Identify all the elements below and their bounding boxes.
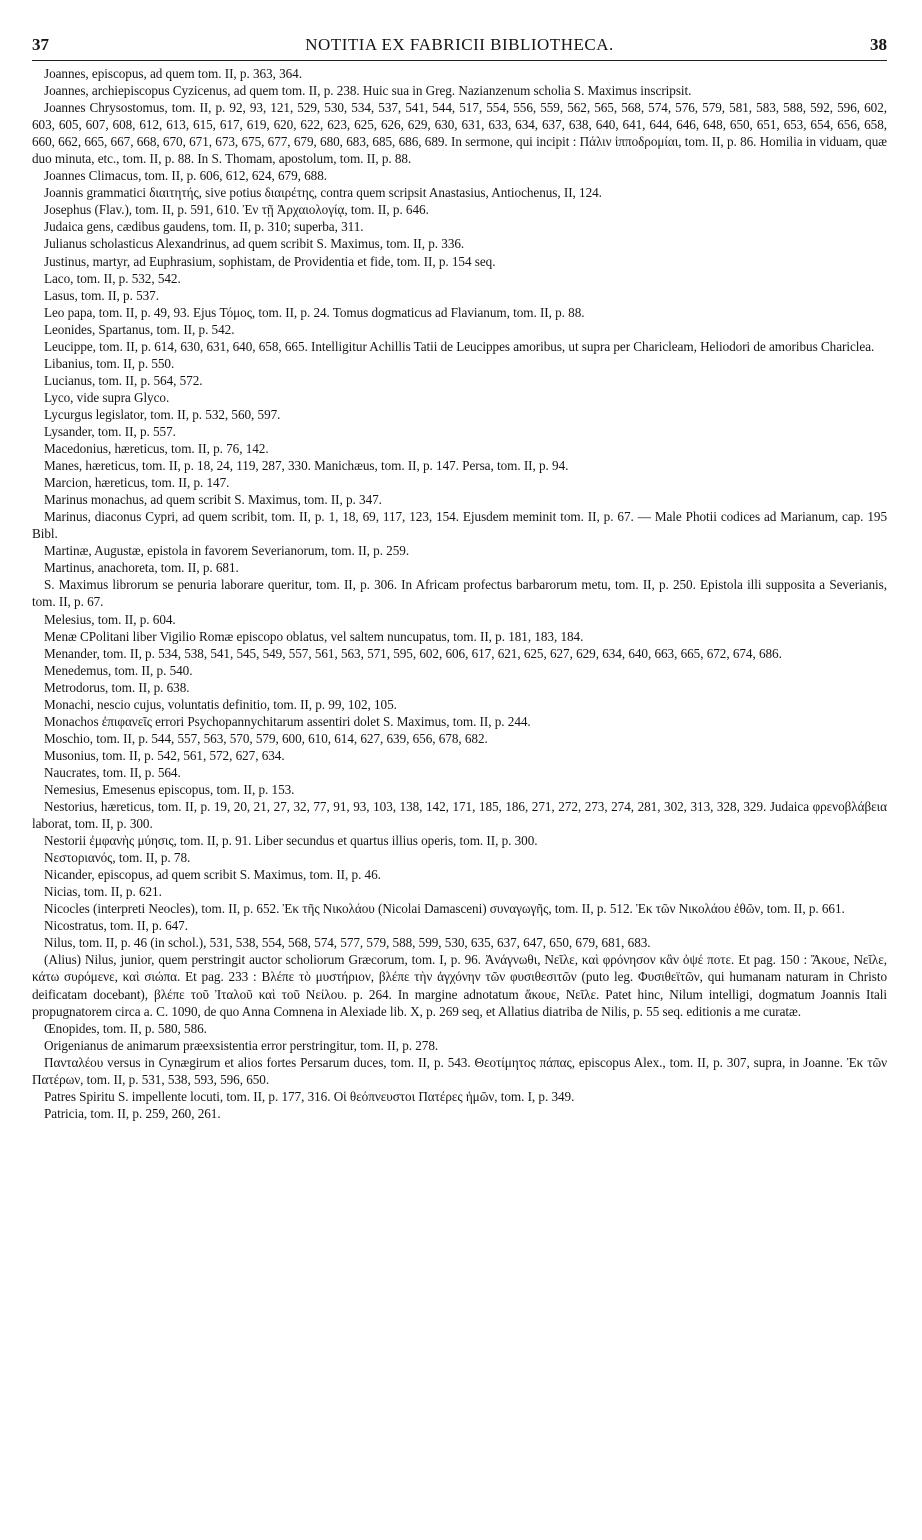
book-page: [32, 34, 887, 1122]
running-title: NOTITIA EX FABRICII BIBLIOTHECA.: [305, 35, 614, 54]
index-entry: Joannes, episcopus, ad quem tom. II, p. 363, 364.: [44, 66, 302, 81]
index-entry: Monachi, nescio cujus, voluntatis definitio, tom. II, p. 99, 102, 105.: [44, 696, 397, 712]
index-entry: Nicocles (interpreti Neocles), tom. II, p. 652. Ἐκ τῆς Νικολάου (Nicolai Damasceni) συναγωγῆς, tom. II, p. 512. Ἐκ τῶν Νικολάου ἐθῶν, tom. II, p. 661.: [44, 901, 845, 917]
index-entry: Nestorii ἐμφανὴς μύησις, tom. II, p. 91. Liber secundus et quartus illius operis, tom. II, p. 300.: [44, 833, 538, 849]
index-entry: Nemesius, Emesenus episcopus, tom. II, p. 153.: [44, 781, 295, 797]
index-entry: Macedonius, hæreticus, tom. II, p. 76, 142.: [44, 441, 269, 457]
index-entry: Musonius, tom. II, p. 542, 561, 572, 627, 634.: [44, 747, 285, 763]
index-entry: Menedemus, tom. II, p. 540.: [44, 662, 193, 678]
index-entry: Joannes Chrysostomus, tom. II, p. 92, 93, 121, 529, 530, 534, 537, 541, 544, 517, 554, 556, 559, 562, 565, 568, 574, 576, 579, 581, 583, 588, 592, 596, 602, 603, 605, 607, 608, 612, 613, 615, 617, 619, 620, 622, 623, 625, 626, 629, 630, 631, 633, 634, 637, 638, 640, 641, 644, 646, 648, 650, 651, 653, 654, 656, 658, 660, 662, 665, 667, 668, 670, 671, 673, 675, 677, 679, 680, 683, 685, 686, 689. In sermone, qui incipit : Πάλιν ἱπποδρομίαι, tom. II, p. 86. Homilia in viduam, quæ duo minuta, etc., tom. II, p. 88. In S. Thomam, apostolum, tom. II, p. 88.: [32, 100, 887, 167]
index-entry: Menæ CPolitani liber Vigilio Romæ episcopo oblatus, vel saltem nuncupatus, tom. II, p. 181, 183, 184.: [44, 628, 584, 644]
index-entry: Joannis grammatici διαιτητής, sive potius διαιρέτης, contra quem scripsit Anastasius, Antiochenus, II, 124.: [44, 185, 602, 201]
index-entry: Judaica gens, cædibus gaudens, tom. II, p. 310; superba, 311.: [44, 219, 364, 235]
index-entry: Lucianus, tom. II, p. 564, 572.: [44, 372, 203, 388]
index-entry: (Alius) Nilus, junior, quem perstringit auctor scholiorum Græcorum, tom. I, p. 96. Ἀνάγνωθι, Νεῖλε, καὶ φρόνησον κἂν ὀψέ ποτε. Et pag. 150 : Ἄκουε, Νεῖλε, κάτω συρόμενε, καὶ σιώπα. Et pag. 233 : Βλέπε τὸ μυστήριον, βλέπε τὴν ἀγχόνην τῶν φυσιθεσιτῶν (puto leg. Φυσιθεϊτῶν, qui humanam naturam in Christo deificatam docebant), βλέπε τοῦ Ἰταλοῦ καὶ τοῦ Νείλου. p. 264. In margine adnotatum ἄκουε, Νεῖλε. Patet hinc, Nilum intelligi, dogmatum Joannis Itali propugnatorem circa a. C. 1090, de quo Anna Comnena in Alexiade lib. X, p. 269 seq, et Allatius diatriba de Nilis, p. 55 seq. editionis a me curatæ.: [32, 952, 887, 1019]
index-entry: Metrodorus, tom. II, p. 638.: [44, 679, 190, 695]
running-header: [32, 34, 887, 61]
index-entry: Monachos ἐπιφανεῖς errori Psychopannychitarum assentiri dolet S. Maximus, tom. II, p. 244.: [44, 713, 531, 729]
index-entry: Nestorius, hæreticus, tom. II, p. 19, 20, 21, 27, 32, 77, 91, 93, 103, 138, 142, 171, 185, 186, 271, 272, 273, 274, 281, 302, 313, 328, 329. Judaica φρενοβλάβεια laborat, tom. II, p. 300.: [32, 799, 887, 832]
index-entry: Martinus, anachoreta, tom. II, p. 681.: [44, 560, 239, 576]
index-entry: Marcion, hæreticus, tom. II, p. 147.: [44, 475, 230, 491]
index-entry: Marinus monachus, ad quem scribit S. Maximus, tom. II, p. 347.: [44, 492, 382, 508]
index-entry: Manes, hæreticus, tom. II, p. 18, 24, 119, 287, 330. Manichæus, tom. II, p. 147. Persa, tom. II, p. 94.: [44, 458, 569, 474]
index-entry: Naucrates, tom. II, p. 564.: [44, 764, 181, 780]
index-entry: Julianus scholasticus Alexandrinus, ad quem scribit S. Maximus, tom. II, p. 336.: [44, 236, 465, 252]
index-entry: Leonides, Spartanus, tom. II, p. 542.: [44, 321, 235, 337]
index-entry: Origenianus de animarum præexsistentia error perstringitur, tom. II, p. 278.: [44, 1037, 439, 1053]
index-entry: Lasus, tom. II, p. 537.: [44, 287, 159, 303]
index-entry: Nicias, tom. II, p. 621.: [44, 884, 162, 900]
index-entry: Melesius, tom. II, p. 604.: [44, 611, 176, 627]
index-entry: Moschio, tom. II, p. 544, 557, 563, 570, 579, 600, 610, 614, 627, 639, 656, 678, 682.: [44, 730, 488, 746]
index-entry: Πανταλέου versus in Cynægirum et alios fortes Persarum duces, tom. II, p. 543. Θεοτίμητος πάπας, episcopus Alex., tom. II, p. 307, supra, in Joanne. Ἐκ τῶν Πατέρων, tom. II, p. 531, 538, 593, 596, 650.: [32, 1054, 887, 1087]
index-entry: Joannes Climacus, tom. II, p. 606, 612, 624, 679, 688.: [44, 168, 328, 184]
index-entry: Menander, tom. II, p. 534, 538, 541, 545, 549, 557, 561, 563, 571, 595, 602, 606, 617, 621, 625, 627, 629, 634, 640, 663, 665, 672, 674, 686.: [44, 645, 782, 661]
index-entry: Nicostratus, tom. II, p. 647.: [44, 918, 188, 934]
index-entry: Œnopides, tom. II, p. 580, 586.: [44, 1020, 207, 1036]
index-entry: Nilus, tom. II, p. 46 (in schol.), 531, 538, 554, 568, 574, 577, 579, 588, 599, 530, 635, 637, 647, 650, 679, 681, 683.: [44, 935, 651, 951]
index-entry: Justinus, martyr, ad Euphrasium, sophistam, de Providentia et fide, tom. II, p. 154 seq.: [44, 253, 496, 269]
index-entry: Patres Spiritu S. impellente locuti, tom. II, p. 177, 316. Οἱ θεόπνευστοι Πατέρες ἡμῶν, tom. I, p. 349.: [44, 1088, 575, 1104]
index-entry: Patricia, tom. II, p. 259, 260, 261.: [44, 1105, 221, 1121]
page-number-left: 37: [32, 35, 49, 54]
index-entry: Martinæ, Augustæ, epistola in favorem Severianorum, tom. II, p. 259.: [44, 543, 410, 559]
index-entry: Joannes, archiepiscopus Cyzicenus, ad quem tom. II, p. 238. Huic sua in Greg. Nazianzenum scholia S. Maximus inscripsit.: [44, 83, 692, 99]
index-entry: S. Maximus librorum se penuria laborare queritur, tom. II, p. 306. In Africam profectus barbarorum metu, tom. II, p. 250. Epistola illi supposita a Severianis, tom. II, p. 67.: [32, 577, 887, 610]
index-entry: Laco, tom. II, p. 532, 542.: [44, 270, 181, 286]
index-entry: Leucippe, tom. II, p. 614, 630, 631, 640, 658, 665. Intelligitur Achillis Tatii de Leucippes amoribus, ut supra per Charicleam, Heliodori de amoribus Chariclea.: [44, 338, 875, 354]
index-entry: Josephus (Flav.), tom. II, p. 591, 610. Ἐν τῇ Ἀρχαιολογίᾳ, tom. II, p. 646.: [44, 202, 429, 218]
page-number-right: 38: [870, 35, 887, 54]
index-entry: Libanius, tom. II, p. 550.: [44, 355, 175, 371]
index-entries: [32, 65, 887, 1122]
index-entry: Lyco, vide supra Glyco.: [44, 389, 170, 405]
index-entry: Νεστοριανός, tom. II, p. 78.: [44, 850, 191, 866]
index-entry: Leo papa, tom. II, p. 49, 93. Ejus Τόμος, tom. II, p. 24. Tomus dogmaticus ad Flavianum, tom. II, p. 88.: [44, 304, 585, 320]
index-entry: Lysander, tom. II, p. 557.: [44, 423, 176, 439]
index-entry: Marinus, diaconus Cypri, ad quem scribit, tom. II, p. 1, 18, 69, 117, 123, 154. Ejusdem meminit tom. II, p. 67. — Male Photii codices ad Marianum, cap. 195 Bibl.: [32, 509, 887, 542]
index-entry: Nicander, episcopus, ad quem scribit S. Maximus, tom. II, p. 46.: [44, 867, 381, 883]
index-entry: Lycurgus legislator, tom. II, p. 532, 560, 597.: [44, 406, 281, 422]
